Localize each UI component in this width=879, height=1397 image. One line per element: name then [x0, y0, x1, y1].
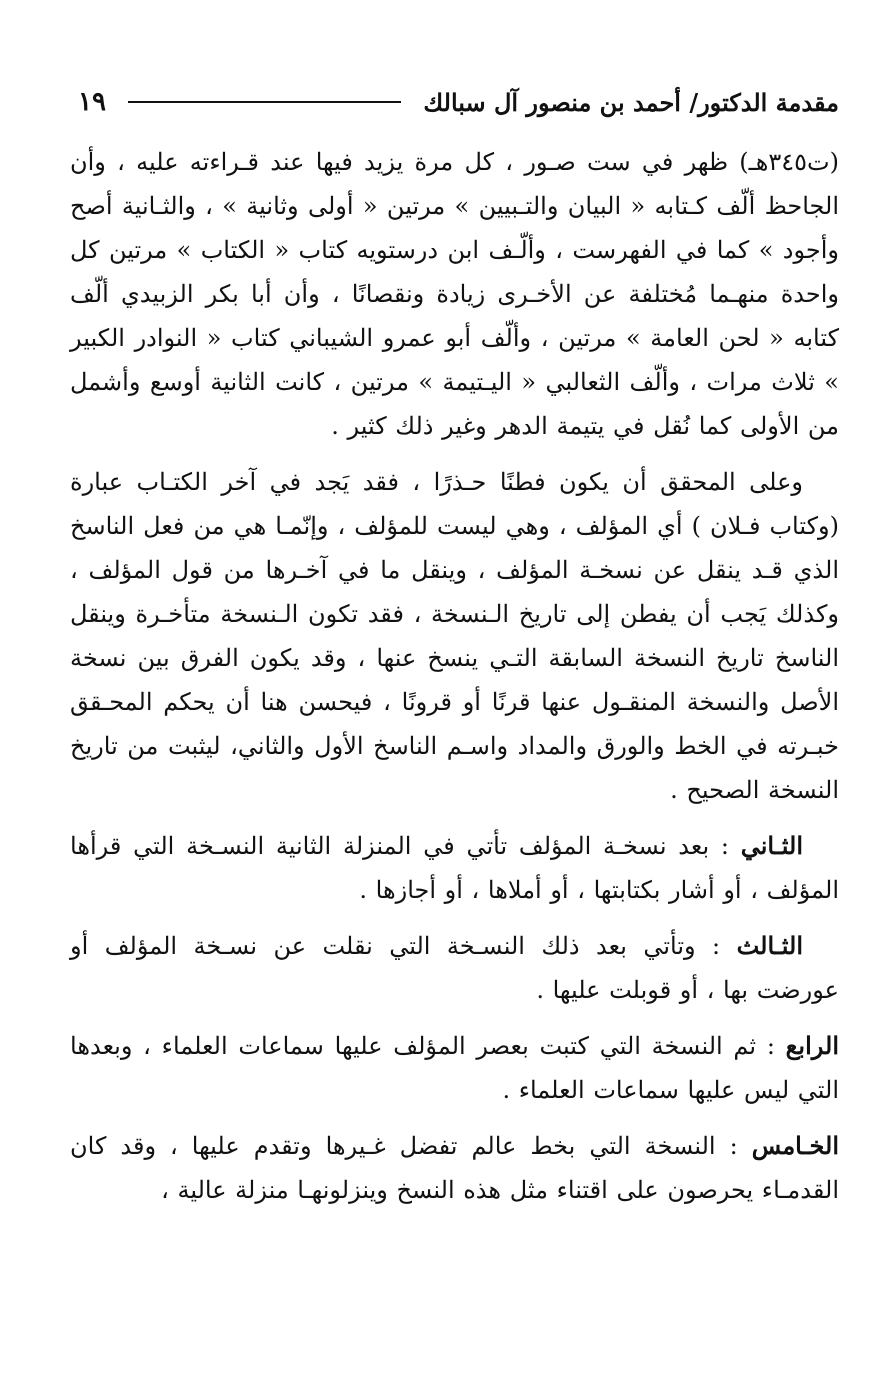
header-rule — [128, 101, 401, 103]
paragraph-lead: الثـاني — [740, 831, 803, 860]
paragraph-third-rank — [70, 924, 839, 1012]
paragraph-second-rank — [70, 824, 839, 912]
paragraph-text: : ثم النسخة التي كتبت بعصر المؤلف عليها سماعات العلماء ، وبعدها التي ليس عليها سماعات العلماء . — [70, 1032, 839, 1104]
running-header — [70, 84, 839, 120]
paragraph-text: : النسخة التي بخط عالم تفضل غـيرها وتقدم عليها ، وقد كان القدمـاء يحرصون على اقتناء مثل هذه النسخ وينزلونهـا منزلة عالية ، — [70, 1132, 839, 1204]
paragraph-2 — [70, 460, 839, 812]
paragraph-lead: الخـامس — [751, 1131, 839, 1160]
paragraph-text: وعلى المحقق أن يكون فطنًا حـذرًا ، فقد يَجد في آخر الكتـاب عبارة (وكتاب فـلان ) أي المؤلف ، وهي ليست للمؤلف ، وإنّمـا هي من فعل الناسخ الذي قـد ينقل عن نسخـة المؤلف ، وينقل ما في آخـرها من قول المؤلف ، وكذلك يَجب أن يفطن إلى تاريخ الـنسخة ، فقد تكون الـنسخة متأخـرة وينقل الناسخ تاريخ النسخة السابقة التـي ينسخ عنها ، وقد يكون الفرق بين نسخة الأصل والنسخة المنقـول عنها قرنًا أو قرونًا ، فيحسن هنا أن يحكم المحـقق خبـرته في الخط والورق والمداد واسـم الناسخ الأول والثاني، ليثبت من تاريخ النسخة الصحيح . — [70, 468, 839, 804]
paragraph-text: : بعد نسخـة المؤلف تأتي في المنزلة الثانية النسـخة التي قرأها المؤلف ، أو أشار بكتابتها ، أو أملاها ، أو أجازها . — [70, 832, 839, 904]
paragraph-text: : وتأتي بعد ذلك النسـخة التي نقلت عن نسـخة المؤلف أو عورضت بها ، أو قوبلت عليها . — [70, 932, 839, 1004]
header-title: مقدمة الدكتور/ أحمد بن منصور آل سبالك — [423, 87, 839, 117]
paragraph-fifth-rank — [70, 1124, 839, 1212]
page-body — [70, 140, 839, 1224]
paragraph-1 — [70, 140, 839, 448]
paragraph-lead: الرابع — [785, 1031, 839, 1060]
paragraph-fourth-rank — [70, 1024, 839, 1112]
book-page — [70, 0, 839, 1397]
page-number: ١٩ — [78, 87, 106, 117]
paragraph-text: (ت٣٤٥هـ) ظهر في ست صـور ، كل مرة يزيد فيها عند قـراءته عليه ، وأن الجاحظ ألّف كـتابه « البيان والتـبيين » مرتين « أولى وثانية » ، والثـانية أصح وأجود » كما في الفهرست ، وألّـف ابن درستويه كتاب « الكتاب » مرتين كل واحدة منهـما مُختلفة عن الأخـرى زيادة ونقصانًا ، وأن أبا بكر الزبيدي ألّف كتابه « لحن العامة » مرتين ، وألّف أبو عمرو الشيباني كتاب « النوادر الكبير » ثلاث مرات ، وألّف الثعالبي « اليـتيمة » مرتين ، كانت الثانية أوسع وأشمل من الأولى كما نُقل في يتيمة الدهر وغير ذلك كثير . — [70, 148, 839, 440]
paragraph-lead: الثـالث — [736, 931, 804, 960]
